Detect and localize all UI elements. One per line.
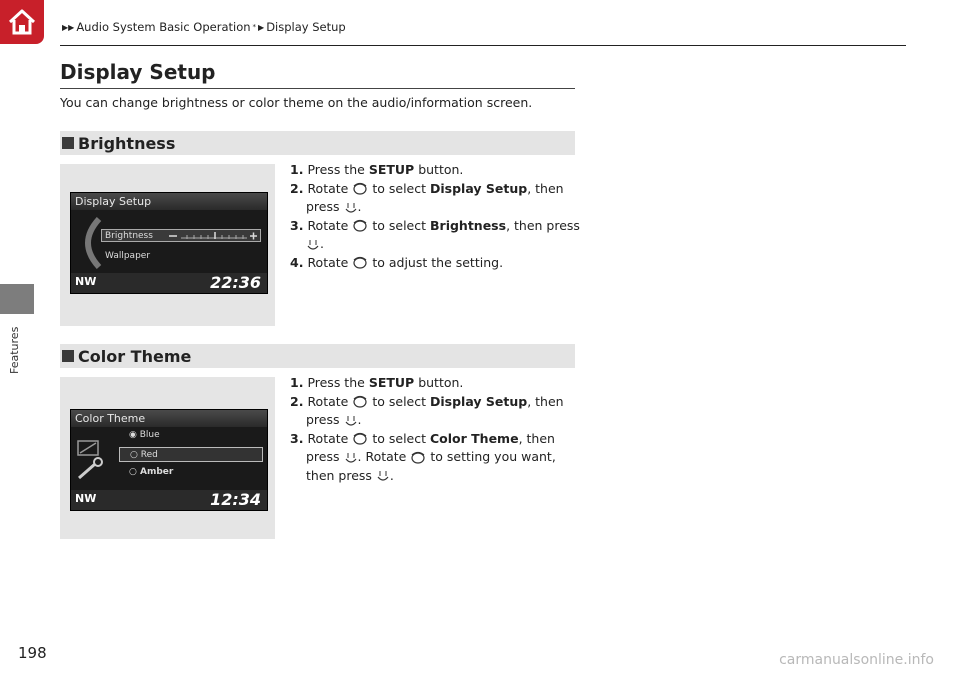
step-2: [290, 180, 580, 199]
watermark: carmanualsonline.info: [779, 652, 934, 668]
step-text: then press: [306, 467, 372, 483]
brightness-screen-photo: [60, 164, 275, 326]
breadcrumb-arrow-icon: ▶: [258, 22, 265, 32]
menu-row-label: Brightness: [105, 231, 153, 241]
step-text: Rotate: [307, 430, 349, 446]
side-tab-label: Features: [8, 326, 21, 374]
step-text: press: [306, 199, 340, 214]
step-text: button.: [418, 162, 464, 177]
brightness-steps: [290, 161, 580, 272]
color-theme-steps: [290, 374, 564, 485]
step-3-continued-2: [290, 467, 564, 486]
rotate-knob-icon: [352, 256, 368, 270]
radio-unselected-icon: ○: [129, 467, 137, 477]
step-text: to select: [372, 393, 427, 409]
step-text: .: [357, 199, 362, 214]
step-2-continued: [290, 198, 580, 217]
step-text: Rotate: [307, 254, 349, 270]
radio-unselected-icon: ○: [130, 450, 138, 460]
display-screen: [70, 409, 268, 511]
step-text: , then: [527, 180, 564, 196]
home-icon: [7, 8, 37, 36]
clock-display: 22:36: [210, 273, 261, 292]
option-label: Amber: [140, 467, 174, 477]
push-knob-icon: [344, 414, 358, 428]
radio-selected-icon: ◉: [129, 430, 137, 440]
setup-button-label: SETUP: [368, 162, 415, 177]
step-text: Rotate: [307, 393, 349, 409]
step-3: [290, 430, 564, 449]
section-header-brightness: [60, 131, 575, 155]
screen-title: Color Theme: [71, 410, 267, 427]
menu-row-wallpaper: Wallpaper: [105, 251, 151, 261]
step-number: 3.: [290, 430, 304, 446]
step-text: to setting you want,: [430, 449, 556, 464]
step-text: Press the: [307, 375, 365, 390]
step-2: [290, 393, 564, 412]
step-number: 4.: [290, 254, 304, 270]
step-text: press: [306, 412, 340, 427]
step-text: Rotate: [307, 180, 349, 196]
step-number: 2.: [290, 180, 304, 196]
page-title: Display Setup: [60, 60, 216, 84]
theme-option-blue: [129, 430, 160, 440]
screen-status-bar: [71, 490, 267, 510]
step-number: 3.: [290, 217, 304, 233]
rotate-knob-icon: [352, 182, 368, 196]
breadcrumb: [62, 20, 346, 34]
wrench-icon: [75, 438, 107, 480]
intro-text: You can change brightness or color theme on the audio/information screen.: [60, 95, 533, 110]
theme-option-amber: [129, 467, 173, 477]
push-knob-icon: [306, 238, 320, 252]
display-screen: [70, 192, 268, 294]
push-knob-icon: [376, 469, 390, 483]
step-text: Rotate: [307, 217, 349, 233]
breadcrumb-current: Display Setup: [266, 20, 346, 34]
step-3: [290, 217, 580, 236]
step-4: [290, 254, 580, 273]
step-text: Press the: [307, 162, 365, 177]
header-divider: [60, 45, 906, 46]
home-button[interactable]: [0, 0, 44, 44]
step-text: .: [357, 412, 362, 427]
rotate-knob-icon: [352, 432, 368, 446]
step-text: .: [320, 236, 324, 251]
push-knob-icon: [344, 451, 358, 465]
step-target: Display Setup: [430, 180, 528, 196]
step-text: , then: [518, 430, 555, 446]
step-target: Brightness: [430, 217, 507, 233]
step-text: to select: [372, 217, 427, 233]
step-text: press: [306, 449, 340, 464]
compass-heading: NW: [75, 275, 97, 288]
step-number: 1.: [290, 162, 304, 177]
step-number: 2.: [290, 393, 304, 409]
step-text: to select: [372, 180, 427, 196]
section-square-icon: [62, 350, 74, 362]
option-label: Red: [140, 450, 158, 460]
step-2-continued: [290, 411, 564, 430]
rotate-knob-icon: [410, 451, 426, 465]
screen-title: Display Setup: [71, 193, 267, 210]
step-3-continued: [290, 448, 564, 467]
step-text: , then press: [506, 217, 580, 233]
breadcrumb-asterisk: *: [252, 23, 257, 31]
step-1: [290, 161, 580, 180]
page-number: 198: [18, 644, 47, 662]
clock-display: 12:34: [210, 490, 261, 509]
breadcrumb-arrow-icon: ▶▶: [62, 22, 75, 32]
brightness-scale-icon: [167, 230, 259, 242]
step-1: [290, 374, 564, 393]
section-title: Color Theme: [78, 346, 192, 366]
dial-arc-icon: [73, 217, 103, 269]
title-divider: [60, 88, 575, 89]
screen-status-bar: [71, 273, 267, 293]
step-text: , then: [527, 393, 564, 409]
step-text: to adjust the setting.: [372, 254, 504, 270]
rotate-knob-icon: [352, 395, 368, 409]
setup-button-label: SETUP: [368, 375, 415, 390]
color-theme-screen-photo: [60, 377, 275, 539]
breadcrumb-parent-link[interactable]: Audio System Basic Operation: [76, 20, 251, 34]
side-tab-marker[interactable]: [0, 284, 34, 314]
step-text: . Rotate: [357, 449, 407, 464]
step-target: Display Setup: [430, 393, 528, 409]
step-target: Color Theme: [430, 430, 519, 446]
option-label: Blue: [139, 430, 160, 440]
push-knob-icon: [344, 201, 358, 215]
compass-heading: NW: [75, 492, 97, 505]
rotate-knob-icon: [352, 219, 368, 233]
section-header-color-theme: [60, 344, 575, 368]
step-text: button.: [418, 375, 464, 390]
step-text: to select: [372, 430, 427, 446]
step-number: 1.: [290, 375, 304, 390]
section-square-icon: [62, 137, 74, 149]
section-title: Brightness: [78, 133, 176, 153]
theme-option-red: [119, 447, 263, 462]
step-text: .: [389, 467, 394, 483]
step-3-continued: [290, 235, 580, 254]
